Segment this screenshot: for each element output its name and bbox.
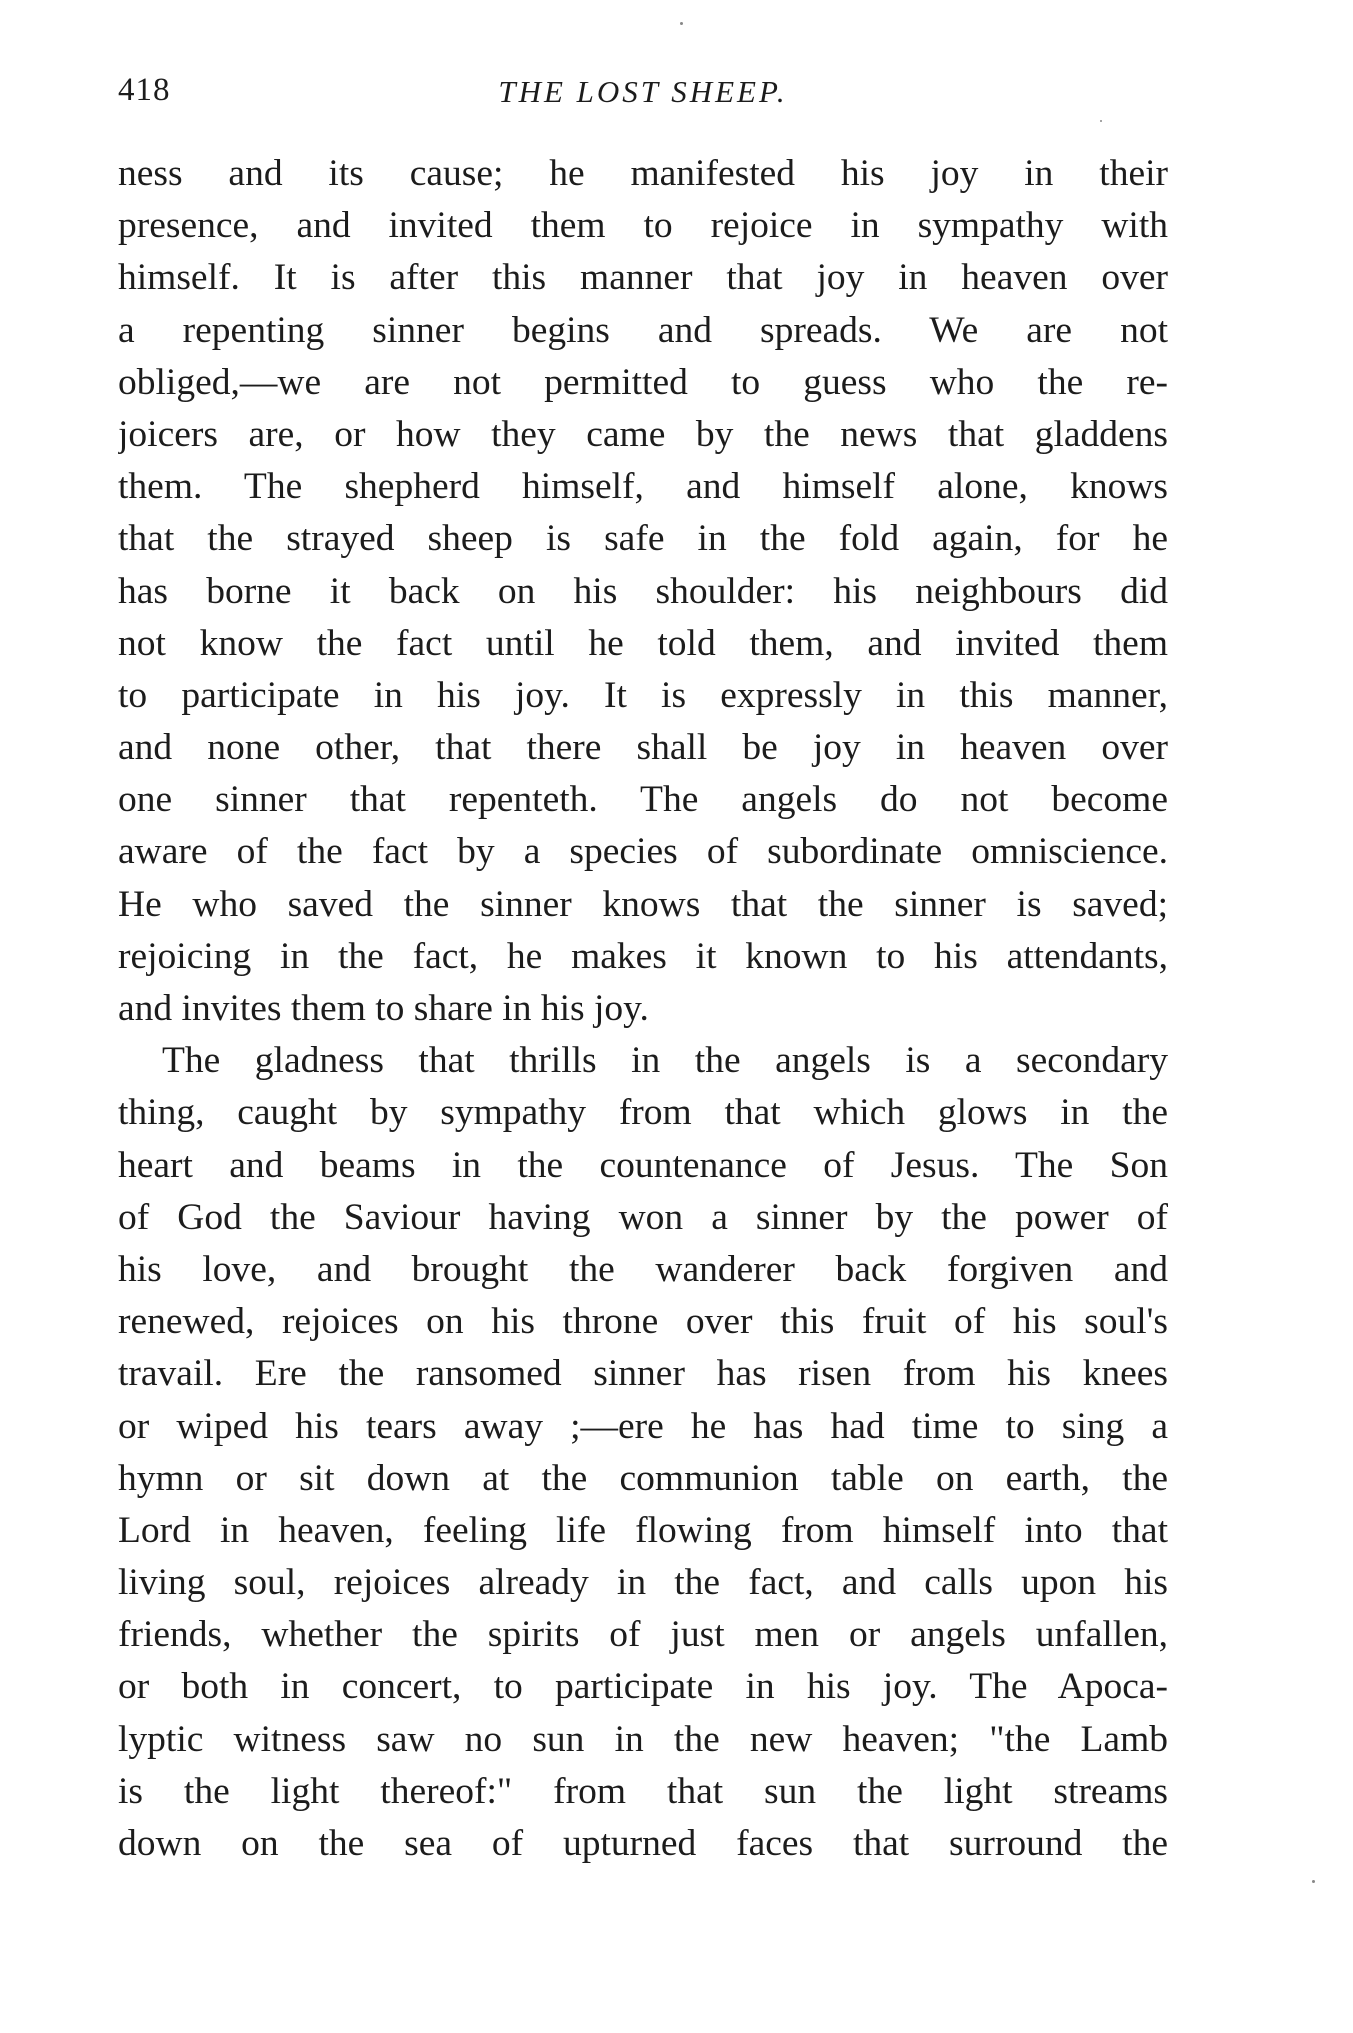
text-line: aware of the fact by a species of subordinate omniscience.: [118, 831, 1168, 873]
text-line: The gladness that thrills in the angels is a secondary: [162, 1040, 1168, 1082]
body-text: [118, 148, 1168, 1870]
text-line: Lord in heaven, feeling life flowing from himself into that: [118, 1509, 1168, 1551]
paper-speck: [1312, 1880, 1315, 1883]
page-number: 418: [118, 72, 171, 108]
text-line: heart and beams in the countenance of Jesus. The Son: [118, 1144, 1168, 1186]
paper-speck: [1100, 120, 1102, 122]
text-line: them. The shepherd himself, and himself alone, knows: [118, 466, 1168, 508]
text-line: presence, and invited them to rejoice in sympathy with: [118, 205, 1168, 247]
text-line: hymn or sit down at the communion table on earth, the: [118, 1457, 1168, 1499]
text-line: is the light thereof:" from that sun the light streams: [118, 1770, 1168, 1812]
text-line: living soul, rejoices already in the fact, and calls upon his: [118, 1562, 1168, 1604]
text-line: thing, caught by sympathy from that which glows in the: [118, 1092, 1168, 1134]
text-line: rejoicing in the fact, he makes it known to his attendants,: [118, 935, 1168, 977]
text-line: has borne it back on his shoulder: his neighbours did: [118, 570, 1168, 612]
text-line: himself. It is after this manner that joy in heaven over: [118, 257, 1168, 299]
text-line: not know the fact until he told them, and invited them: [118, 622, 1168, 664]
text-line: joicers are, or how they came by the news that gladdens: [118, 413, 1168, 455]
text-line: his love, and brought the wanderer back forgiven and: [118, 1248, 1168, 1290]
running-title: THE LOST SHEEP.: [498, 74, 788, 109]
text-line: obliged,—we are not permitted to guess who the re-: [118, 361, 1168, 403]
text-line: to participate in his joy. It is expressly in this manner,: [118, 674, 1168, 716]
text-line: and invites them to share in his joy.: [118, 988, 649, 1029]
paragraph-1: [118, 148, 1168, 1035]
text-line: He who saved the sinner knows that the sinner is saved;: [118, 883, 1168, 925]
text-line: down on the sea of upturned faces that surround the: [118, 1823, 1168, 1864]
text-line: or both in concert, to participate in his joy. The Apoca-: [118, 1666, 1168, 1708]
text-line: renewed, rejoices on his throne over this fruit of his soul's: [118, 1301, 1168, 1343]
text-line: a repenting sinner begins and spreads. We are not: [118, 309, 1168, 351]
text-line: ness and its cause; he manifested his joy in their: [118, 153, 1168, 194]
text-line: of God the Saviour having won a sinner by the power of: [118, 1196, 1168, 1238]
text-line: that the strayed sheep is safe in the fold again, for he: [118, 518, 1168, 560]
text-line: friends, whether the spirits of just men or angels unfallen,: [118, 1614, 1168, 1656]
text-line: lyptic witness saw no sun in the new heaven; "the Lamb: [118, 1718, 1168, 1760]
running-head: [118, 72, 1168, 122]
text-line: and none other, that there shall be joy in heaven over: [118, 727, 1168, 769]
text-line: or wiped his tears away ;—ere he has had time to sing a: [118, 1405, 1168, 1447]
text-line: one sinner that repenteth. The angels do not become: [118, 779, 1168, 821]
paragraph-2: [118, 1035, 1168, 1870]
paper-speck: [680, 22, 683, 25]
text-line: travail. Ere the ransomed sinner has risen from his knees: [118, 1353, 1168, 1395]
